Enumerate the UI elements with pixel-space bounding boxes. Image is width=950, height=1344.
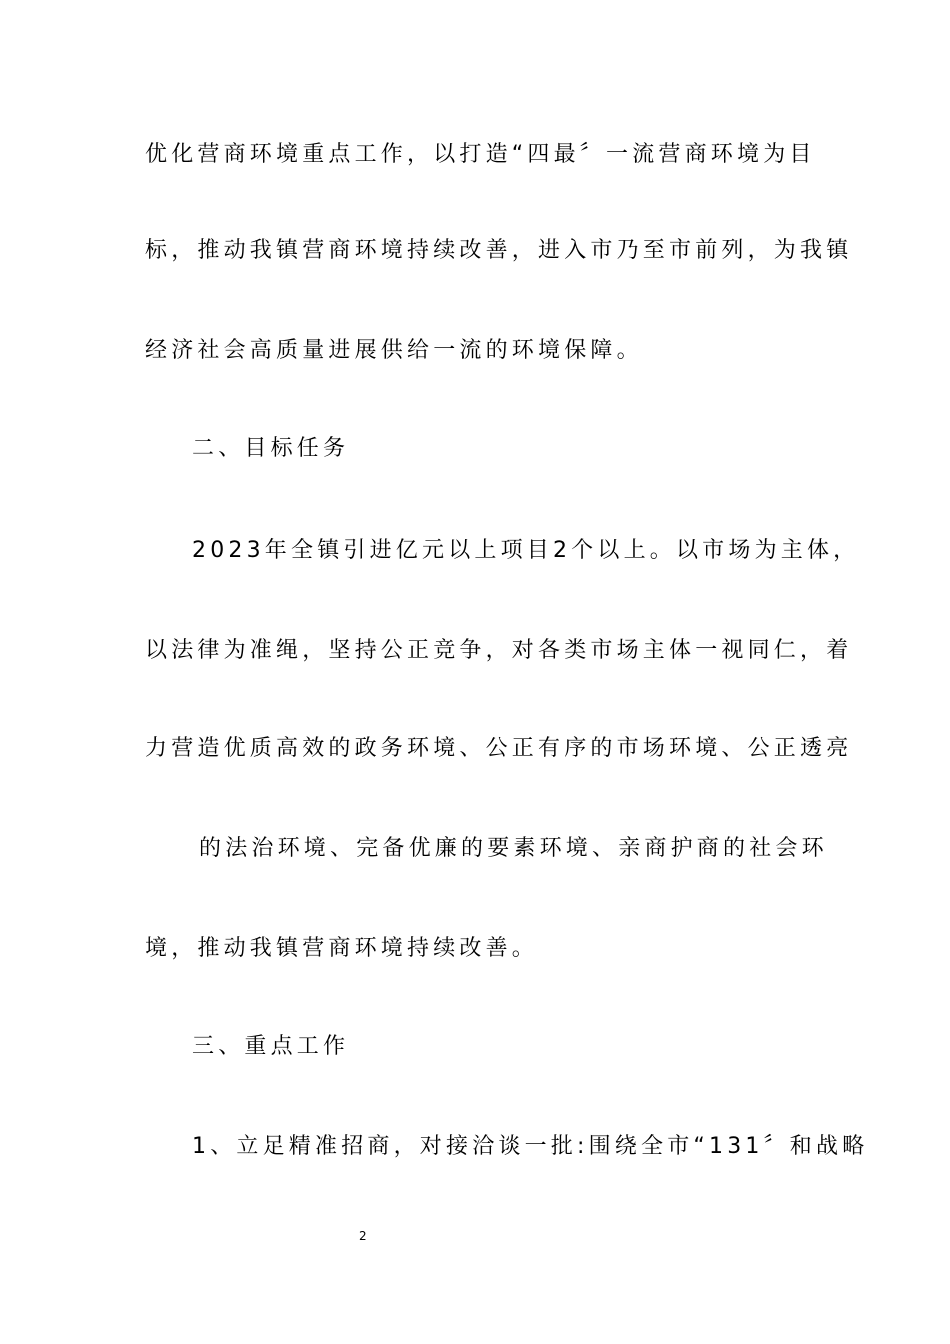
- paragraph-line-9: 1、立足精准招商，对接洽谈一批:围绕全市“131〞和战略: [192, 1134, 869, 1159]
- paragraph-line-2: 标，推动我镇营商环境持续改善，进入市乃至市前列，为我镇: [145, 238, 853, 263]
- paragraph-line-8: 境，推动我镇营商环境持续改善。: [145, 936, 539, 961]
- paragraph-line-1: 优化营商环境重点工作，以打造“四最〞一流营商环境为目: [145, 142, 816, 167]
- section-heading-goals: 二、目标任务: [192, 436, 350, 461]
- paragraph-line-6: 力营造优质高效的政务环境、公正有序的市场环境、公正透亮: [145, 736, 853, 761]
- section-heading-key-work: 三、重点工作: [192, 1034, 350, 1059]
- paragraph-line-7: 的法治环境、完备优廉的要素环境、亲商护商的社会环: [199, 836, 828, 861]
- paragraph-line-3: 经济社会高质量进展供给一流的环境保障。: [145, 338, 643, 363]
- page-number: 2: [359, 1229, 367, 1243]
- paragraph-line-5: 以法律为准绳，坚持公正竞争，对各类市场主体一视同仁，着: [145, 638, 853, 663]
- paragraph-line-4: 2023年全镇引进亿元以上项目2个以上。以市场为主体，: [192, 538, 860, 563]
